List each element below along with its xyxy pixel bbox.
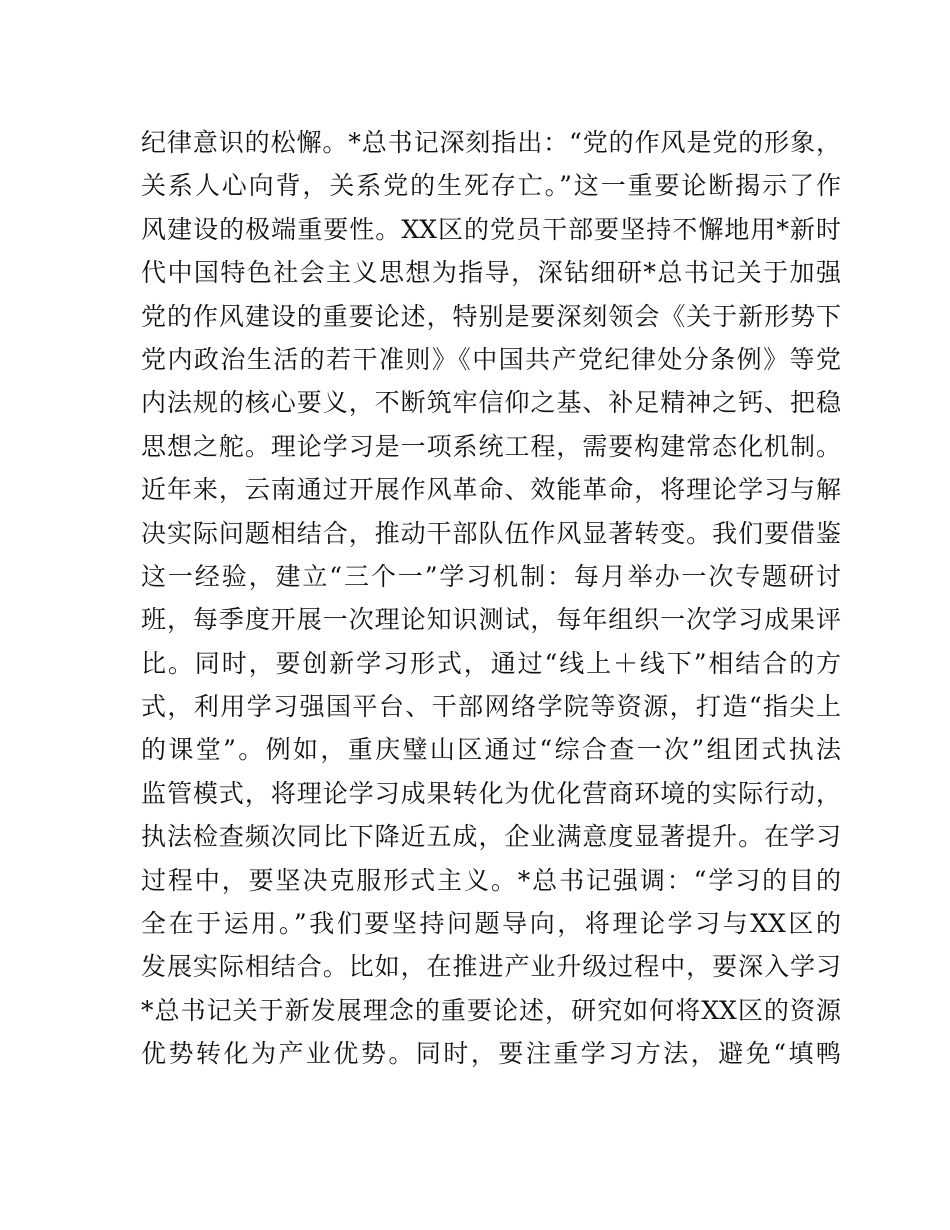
text-line: 代中国特色社会主义思想为指导，深钻细研*总书记关于加强 xyxy=(141,258,841,288)
text-line: 监管模式，将理论学习成果转化为优化营商环境的实际行动， xyxy=(141,778,841,808)
text-line: *总书记关于新发展理念的重要论述，研究如何将XX区的资源 xyxy=(141,995,841,1025)
text-line: 班，每季度开展一次理论知识测试，每年组织一次学习成果评 xyxy=(141,605,841,635)
text-line: 关系人心向背，关系党的生死存亡。”这一重要论断揭示了作 xyxy=(141,171,841,201)
text-line: 内法规的核心要义，不断筑牢信仰之基、补足精神之钙、把稳 xyxy=(141,388,841,418)
text-line: 纪律意识的松懈。*总书记深刻指出：“党的作风是党的形象， xyxy=(141,128,841,157)
text-line: 思想之舵。理论学习是一项系统工程，需要构建常态化机制。 xyxy=(141,431,841,461)
text-line: 优势转化为产业优势。同时，要注重学习方法，避免“填鸭 xyxy=(141,1039,841,1069)
body-paragraph xyxy=(141,121,841,1076)
text-line: 党的作风建设的重要论述，特别是要深刻领会《关于新形势下 xyxy=(141,301,841,331)
text-line: 近年来，云南通过开展作风革命、效能革命，将理论学习与解 xyxy=(141,475,841,505)
text-line: 这一经验，建立“三个一”学习机制：每月举办一次专题研讨 xyxy=(141,561,841,591)
text-line: 过程中，要坚决克服形式主义。*总书记强调：“学习的目的 xyxy=(141,865,841,895)
text-line: 比。同时，要创新学习形式，通过“线上＋线下”相结合的方 xyxy=(141,648,841,678)
text-line: 党内政治生活的若干准则》《中国共产党纪律处分条例》等党 xyxy=(141,344,841,374)
text-line: 执法检查频次同比下降近五成，企业满意度显著提升。在学习 xyxy=(141,822,841,852)
text-line: 式，利用学习强国平台、干部网络学院等资源，打造“指尖上 xyxy=(141,692,841,722)
text-line: 全在于运用。”我们要坚持问题导向，将理论学习与XX区的 xyxy=(141,909,841,939)
text-line: 的课堂”。例如，重庆璧山区通过“综合查一次”组团式执法 xyxy=(141,735,841,765)
text-line: 发展实际相结合。比如，在推进产业升级过程中，要深入学习 xyxy=(141,952,841,982)
text-line: 风建设的极端重要性。XX区的党员干部要坚持不懈地用*新时 xyxy=(141,214,841,244)
text-line: 决实际问题相结合，推动干部队伍作风显著转变。我们要借鉴 xyxy=(141,518,841,548)
